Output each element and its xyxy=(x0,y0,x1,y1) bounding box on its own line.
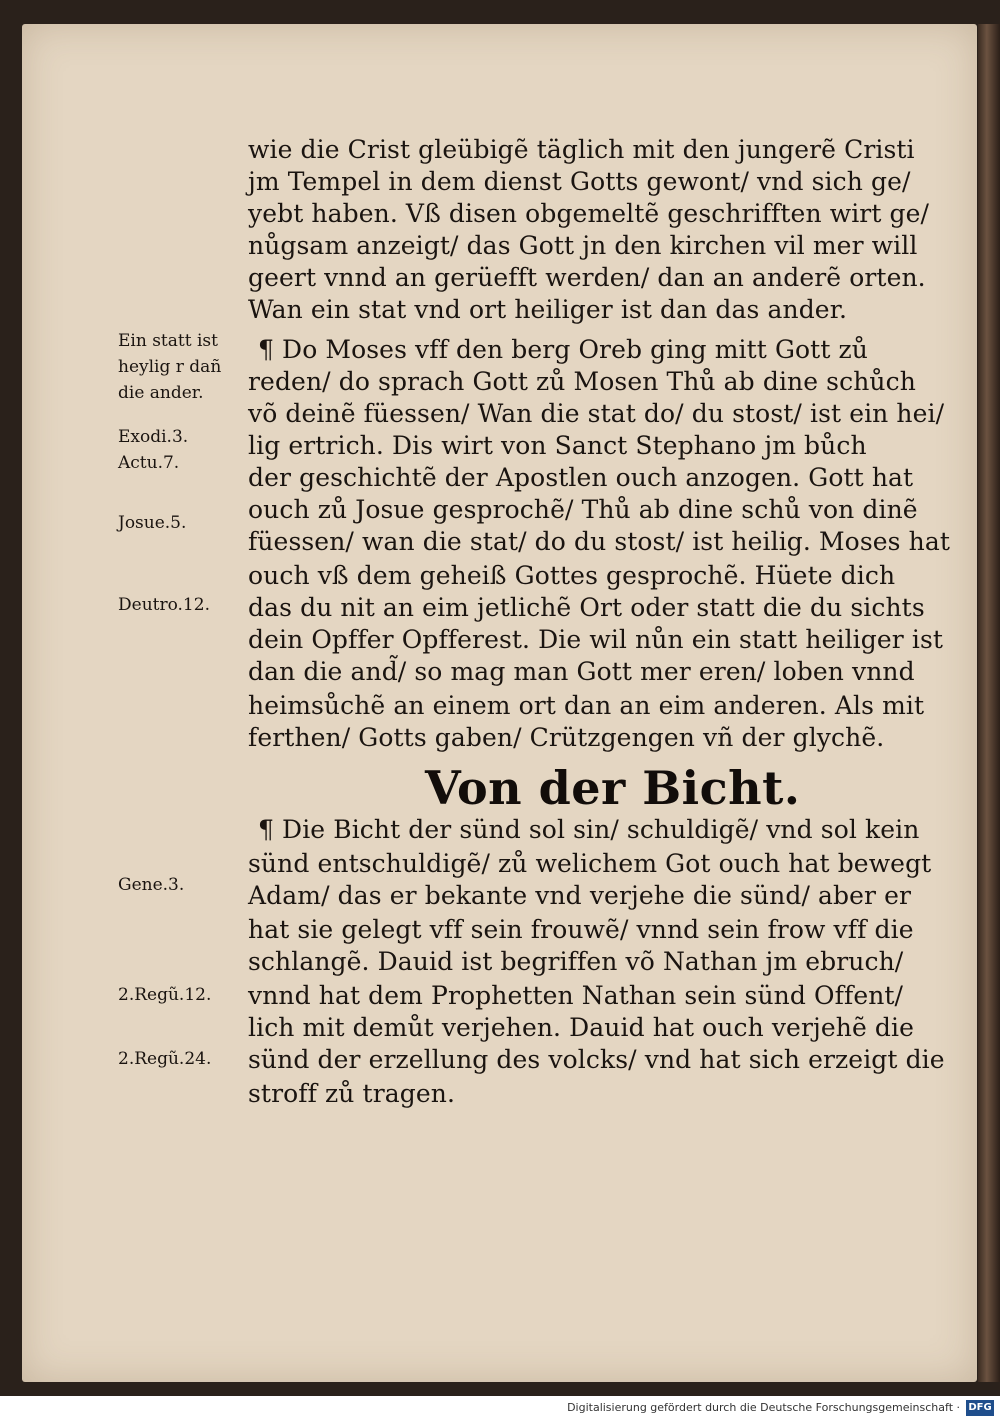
margin-note: Josue.5. xyxy=(118,513,187,533)
text-line: lich mit demůt verjehen. Dauid hat ouch verjehẽ die xyxy=(248,1013,914,1042)
text-line: ¶ Do Moses vff den berg Oreb ging mitt Gott zů xyxy=(258,335,868,364)
text-line: wie die Crist gleübigẽ täglich mit den jungerẽ Cristi xyxy=(248,135,915,164)
dfg-logo-icon: DFG xyxy=(966,1400,994,1416)
text-line: hat sie gelegt vff sein frouwẽ/ vnnd sein frow vff die xyxy=(248,915,914,944)
text-line: dan die and̃/ so mag man Gott mer eren/ loben vnnd xyxy=(248,657,915,686)
margin-note: die ander. xyxy=(118,383,204,403)
margin-note: Deutro.12. xyxy=(118,595,210,615)
text-line: der geschichtẽ der Apostlen ouch anzogen. Gott hat xyxy=(248,463,914,492)
text-line: sünd der erzellung des volcks/ vnd hat sich erzeigt die xyxy=(248,1045,945,1074)
margin-note: Actu.7. xyxy=(118,453,180,473)
margin-note: heylig r dañ xyxy=(118,357,222,377)
section-heading: Von der Bicht. xyxy=(425,761,801,815)
text-line: heimsůchẽ an einem ort dan an eim anderen. Als mit xyxy=(248,691,925,720)
text-line: stroff zů tragen. xyxy=(248,1079,455,1108)
book-spine xyxy=(978,24,1000,1382)
text-line: vnnd hat dem Prophetten Nathan sein sünd Offent/ xyxy=(248,981,904,1010)
margin-note: 2.Regũ.24. xyxy=(118,1049,212,1069)
margin-note: Exodi.3. xyxy=(118,427,189,447)
footer-credit: Digitalisierung gefördert durch die Deutsche Forschungsgemeinschaft · xyxy=(567,1401,960,1414)
text-line: das du nit an eim jetlichẽ Ort oder statt die du sichts xyxy=(248,593,925,622)
text-line: Adam/ das er bekante vnd verjehe die sünd/ aber er xyxy=(248,881,912,910)
text-line: jm Tempel in dem dienst Gotts gewont/ vnd sich ge/ xyxy=(248,167,911,196)
margin-note: Gene.3. xyxy=(118,875,185,895)
text-line: võ deinẽ füessen/ Wan die stat do/ du stost/ ist ein hei/ xyxy=(248,399,945,428)
text-line: ouch vß dem geheiß Gottes gesprochẽ. Hüete dich xyxy=(248,561,896,590)
text-line: füessen/ wan die stat/ do du stost/ ist heilig. Moses hat xyxy=(248,527,950,556)
footer-bar xyxy=(0,1396,1000,1422)
text-line: ouch zů Josue gesprochẽ/ Thů ab dine schů von dinẽ xyxy=(248,495,918,524)
text-line: Wan ein stat vnd ort heiliger ist dan das ander. xyxy=(248,295,848,324)
text-line: sünd entschuldigẽ/ zů welichem Got ouch hat bewegt xyxy=(248,849,932,878)
text-line: geert vnnd an gerüefft werden/ dan an anderẽ orten. xyxy=(248,263,926,292)
text-line: ferthen/ Gotts gaben/ Crützgengen vñ der glychẽ. xyxy=(248,723,885,752)
margin-note: 2.Regũ.12. xyxy=(118,985,212,1005)
margin-note: Ein statt ist xyxy=(118,331,218,351)
text-line: ¶ Die Bicht der sünd sol sin/ schuldigẽ/ vnd sol kein xyxy=(258,815,920,844)
text-line: lig ertrich. Dis wirt von Sanct Stephano jm bůch xyxy=(248,431,867,460)
text-line: yebt haben. Vß disen obgemeltẽ geschrifften wirt ge/ xyxy=(248,199,930,228)
text-line: nůgsam anzeigt/ das Gott jn den kirchen vil mer will xyxy=(248,231,918,260)
text-line: schlangẽ. Dauid ist begriffen võ Nathan jm ebruch/ xyxy=(248,947,904,976)
text-line: dein Opffer Opfferest. Die wil nůn ein statt heiliger ist xyxy=(248,625,944,654)
text-line: reden/ do sprach Gott zů Mosen Thů ab dine schůch xyxy=(248,367,916,396)
